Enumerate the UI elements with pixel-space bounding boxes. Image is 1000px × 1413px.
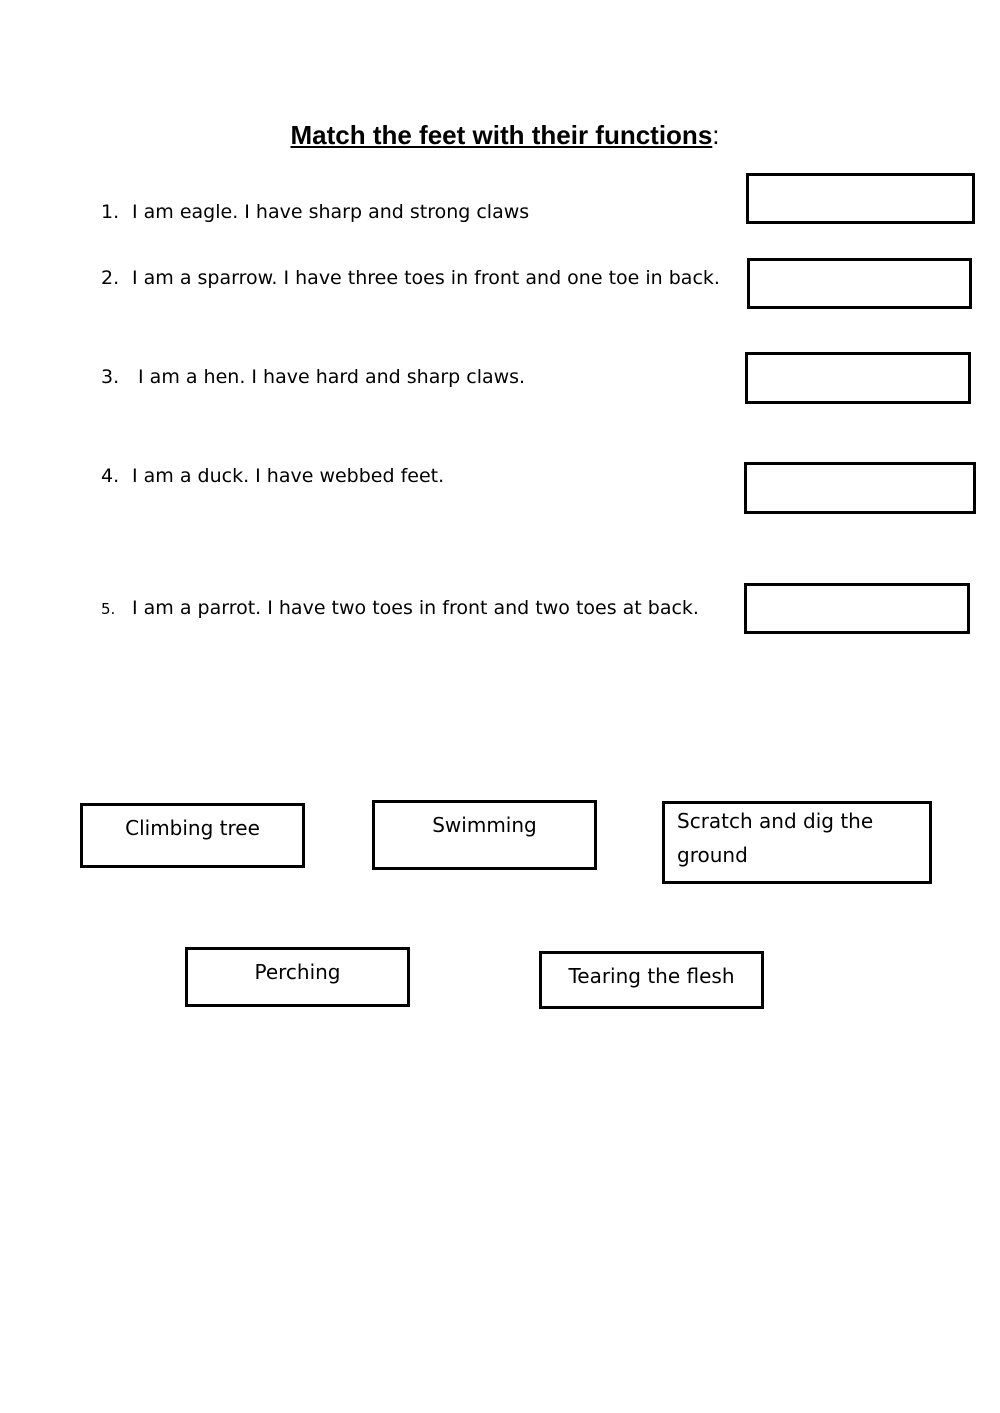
answer-box-5[interactable] bbox=[744, 583, 970, 634]
question-number: 4. bbox=[101, 465, 120, 487]
title-colon: : bbox=[712, 120, 720, 150]
question-1 bbox=[101, 201, 529, 223]
option-swimming[interactable]: Swimming bbox=[372, 800, 597, 870]
question-4 bbox=[101, 465, 444, 487]
question-text: I am a duck. I have webbed feet. bbox=[132, 465, 445, 487]
question-number: 3. bbox=[101, 366, 120, 388]
question-number: 5. bbox=[101, 600, 116, 618]
answer-box-3[interactable] bbox=[745, 352, 971, 404]
question-text: I am a sparrow. I have three toes in front and one toe in back. bbox=[132, 267, 720, 289]
answer-box-4[interactable] bbox=[744, 462, 976, 514]
question-text: I am eagle. I have sharp and strong claws bbox=[132, 201, 530, 223]
option-perching[interactable]: Perching bbox=[185, 947, 410, 1007]
option-climbing-tree[interactable]: Climbing tree bbox=[80, 803, 305, 868]
question-2 bbox=[101, 267, 720, 289]
question-text: I am a hen. I have hard and sharp claws. bbox=[132, 366, 526, 388]
option-tearing-the-flesh[interactable]: Tearing the flesh bbox=[539, 951, 764, 1009]
question-3 bbox=[101, 366, 525, 388]
question-5 bbox=[101, 597, 699, 619]
title-text: Match the feet with their functions bbox=[290, 120, 713, 150]
question-number: 1. bbox=[101, 201, 120, 223]
page-title bbox=[0, 120, 1000, 151]
option-scratch-and-dig[interactable]: Scratch and dig the ground bbox=[662, 801, 932, 884]
answer-box-2[interactable] bbox=[747, 258, 972, 309]
answer-box-1[interactable] bbox=[746, 173, 975, 224]
question-text: I am a parrot. I have two toes in front and two toes at back. bbox=[132, 597, 699, 619]
question-number: 2. bbox=[101, 267, 120, 289]
